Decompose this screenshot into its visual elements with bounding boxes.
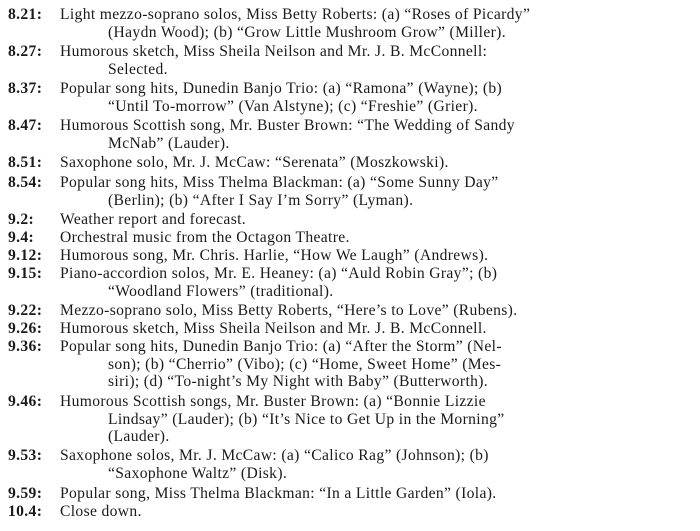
- entry-text: “Until To-morrow” (Van Alstyne); (c) “Freshie” (Grier).: [108, 97, 478, 115]
- programme-entry: [8, 320, 688, 338]
- entry-time: 9.12:: [8, 247, 43, 264]
- entry-text: Popular song hits, Miss Thelma Blackman: (a) “Some Sunny Day”: [60, 174, 499, 191]
- entry-time: 8.51:: [8, 154, 43, 171]
- entry-text: Close down.: [60, 503, 142, 520]
- programme-entry: [8, 503, 688, 521]
- entry-text: Weather report and forecast.: [60, 211, 247, 228]
- entry-time: 9.22:: [8, 302, 43, 319]
- programme-entry: [8, 6, 688, 41]
- entry-time: 9.15:: [8, 265, 43, 282]
- programme-entry: [8, 43, 688, 78]
- entry-time: 8.47:: [8, 117, 43, 134]
- entry-text: Mezzo-soprano solo, Miss Betty Roberts, “Here’s to Love” (Rubens).: [60, 302, 518, 319]
- entry-text: Lindsay” (Lauder); (b) “It’s Nice to Get Up in the Morning”: [108, 410, 505, 428]
- entry-text: “Saxophone Waltz” (Disk).: [108, 464, 288, 482]
- programme-entry: [8, 265, 688, 300]
- entry-text: Humorous sketch, Miss Sheila Neilson and Mr. J. B. McConnell.: [60, 320, 487, 337]
- entry-text: (Lauder).: [108, 428, 170, 446]
- entry-text: Light mezzo-soprano solos, Miss Betty Roberts: (a) “Roses of Picardy”: [60, 6, 531, 23]
- entry-text: Humorous sketch, Miss Sheila Neilson and Mr. J. B. McConnell:: [60, 43, 488, 60]
- entry-text: Humorous Scottish songs, Mr. Buster Brown: (a) “Bonnie Lizzie: [60, 393, 486, 410]
- programme-entry: [8, 302, 688, 320]
- entry-text: Orchestral music from the Octagon Theatre.: [60, 229, 350, 246]
- programme-entry: [8, 338, 688, 391]
- entry-time: 8.21:: [8, 6, 43, 23]
- entry-time: 10.4:: [8, 503, 43, 520]
- entry-time: 9.59:: [8, 485, 43, 502]
- programme-entry: [8, 117, 688, 152]
- entry-text: (Haydn Wood); (b) “Grow Little Mushroom Grow” (Miller).: [108, 23, 506, 41]
- entry-text: Saxophone solos, Mr. J. McCaw: (a) “Calico Rag” (Johnson); (b): [60, 447, 489, 464]
- entry-time: 9.53:: [8, 447, 43, 464]
- entry-text: Popular song hits, Dunedin Banjo Trio: (a) “Ramona” (Wayne); (b): [60, 80, 503, 97]
- programme-entry: [8, 447, 688, 482]
- entry-time: 9.26:: [8, 320, 43, 337]
- entry-time: 8.37:: [8, 80, 43, 97]
- entry-time: 9.4:: [8, 229, 35, 246]
- entry-text: (Berlin); (b) “After I Say I’m Sorry” (Lyman).: [108, 191, 414, 209]
- entry-time: 9.36:: [8, 338, 43, 355]
- programme-entry: [8, 485, 688, 503]
- programme-entry: [8, 174, 688, 209]
- entry-text: siri); (d) “To-night’s My Night with Baby” (Butterworth).: [108, 373, 489, 391]
- programme-entry: [8, 229, 688, 247]
- programme-entry: [8, 247, 688, 265]
- programme-entry: [8, 80, 688, 115]
- entry-text: Piano-accordion solos, Mr. E. Heaney: (a) “Auld Robin Gray”; (b): [60, 265, 498, 282]
- entry-text: Selected.: [108, 60, 168, 78]
- entry-text: Saxophone solo, Mr. J. McCaw: “Serenata” (Moszkowski).: [60, 154, 449, 171]
- entry-text: Popular song hits, Dunedin Banjo Trio: (a) “After the Storm” (Nel-: [60, 338, 502, 355]
- entry-text: McNab” (Lauder).: [108, 134, 230, 152]
- programme-entry: [8, 211, 688, 229]
- entry-text: son); (b) “Cherrio” (Vibo); (c) “Home, Sweet Home” (Mes-: [108, 355, 502, 373]
- entry-time: 9.46:: [8, 393, 43, 410]
- programme-entry: [8, 154, 688, 172]
- entry-time: 8.54:: [8, 174, 43, 191]
- programme-entry: [8, 393, 688, 446]
- entry-text: Humorous song, Mr. Chris. Harlie, “How We Laugh” (Andrews).: [60, 247, 489, 264]
- entry-time: 9.2:: [8, 211, 35, 228]
- entry-text: Humorous Scottish song, Mr. Buster Brown: “The Wedding of Sandy: [60, 117, 515, 134]
- entry-text: “Woodland Flowers” (traditional).: [108, 282, 334, 300]
- entry-text: Popular song, Miss Thelma Blackman: “In a Little Garden” (Iola).: [60, 485, 497, 502]
- entry-time: 8.27:: [8, 43, 43, 60]
